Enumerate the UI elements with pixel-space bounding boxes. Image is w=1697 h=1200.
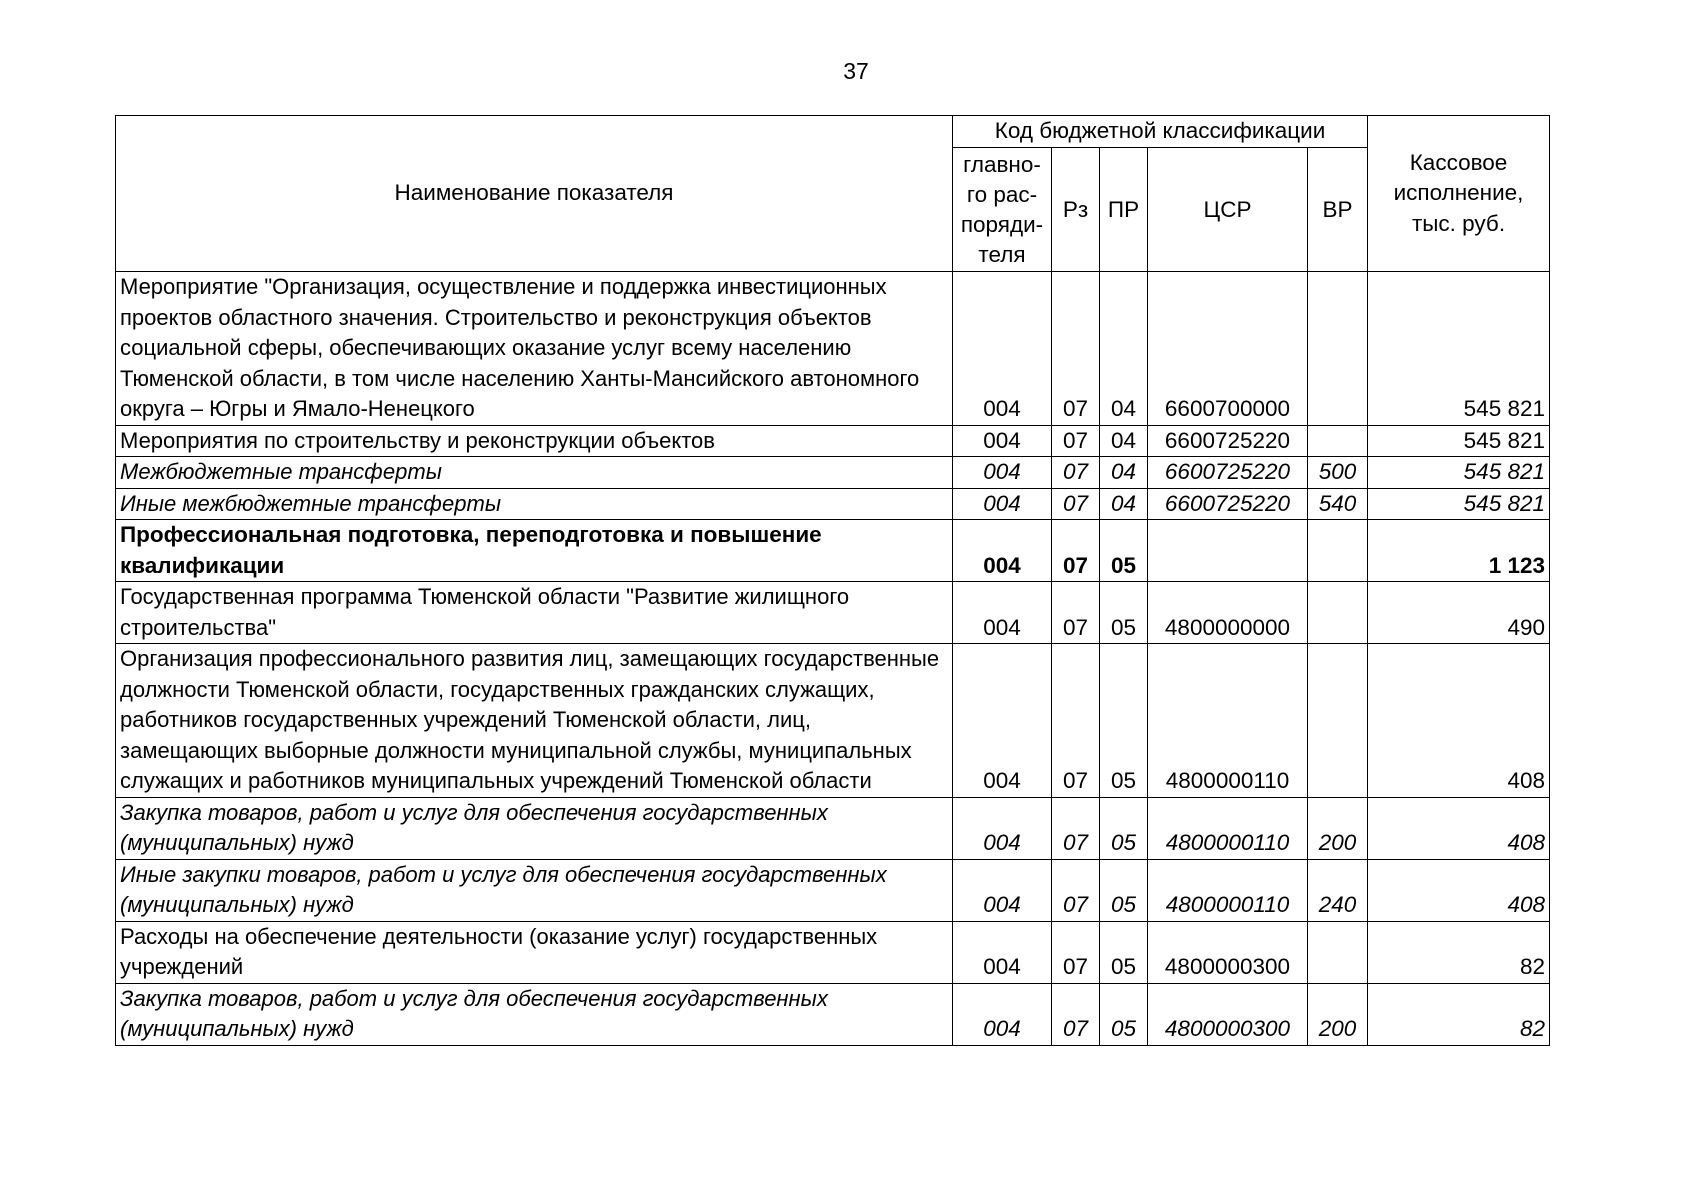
cell-subsection-code: 05 bbox=[1100, 983, 1148, 1045]
cell-section-code: 07 bbox=[1052, 859, 1100, 921]
cell-section-code: 07 bbox=[1052, 582, 1100, 644]
cell-chief-administrator-code: 004 bbox=[953, 272, 1052, 426]
cell-subsection-code: 05 bbox=[1100, 582, 1148, 644]
cell-section-code: 07 bbox=[1052, 425, 1100, 457]
cell-target-article-code bbox=[1148, 520, 1308, 582]
header-budget-code-group: Код бюджетной классификации bbox=[953, 116, 1368, 148]
table-row bbox=[116, 425, 1550, 457]
cell-target-article-code: 6600725220 bbox=[1148, 457, 1308, 489]
cell-expense-type-code: 540 bbox=[1308, 488, 1368, 520]
cell-cash-execution: 408 bbox=[1368, 859, 1550, 921]
cell-chief-administrator-code: 004 bbox=[953, 520, 1052, 582]
cell-indicator-name: Мероприятия по строительству и реконструкции объектов bbox=[116, 425, 953, 457]
cell-subsection-code: 04 bbox=[1100, 488, 1148, 520]
table-row bbox=[116, 488, 1550, 520]
cell-indicator-name: Организация профессионального развития лиц, замещающих государственные должности Тюменской области, государственных гражданских служащих, работников государственных учреждений Тюменской области, лиц, замещающих выборные должности муниципальной службы, муниципальных служащих и работников муниципальных учреждений Тюменской области bbox=[116, 644, 953, 798]
cell-chief-administrator-code: 004 bbox=[953, 797, 1052, 859]
cell-section-code: 07 bbox=[1052, 983, 1100, 1045]
cell-target-article-code: 6600725220 bbox=[1148, 488, 1308, 520]
cell-subsection-code: 04 bbox=[1100, 272, 1148, 426]
cell-expense-type-code: 240 bbox=[1308, 859, 1368, 921]
cell-subsection-code: 05 bbox=[1100, 797, 1148, 859]
cell-expense-type-code bbox=[1308, 921, 1368, 983]
cell-expense-type-code bbox=[1308, 644, 1368, 798]
header-expense-type: ВР bbox=[1308, 148, 1368, 272]
cell-section-code: 07 bbox=[1052, 797, 1100, 859]
cell-chief-administrator-code: 004 bbox=[953, 582, 1052, 644]
cell-chief-administrator-code: 004 bbox=[953, 457, 1052, 489]
cell-target-article-code: 4800000110 bbox=[1148, 797, 1308, 859]
cell-indicator-name: Закупка товаров, работ и услуг для обеспечения государственных (муниципальных) нужд bbox=[116, 983, 953, 1045]
table-row bbox=[116, 272, 1550, 426]
cell-indicator-name: Мероприятие "Организация, осуществление и поддержка инвестиционных проектов областного значения. Строительство и реконструкция объектов социальной сферы, обеспечивающих оказание услуг всему населению Тюменской области, в том числе населению Ханты-Мансийского автономного округа – Югры и Ямало-Ненецкого bbox=[116, 272, 953, 426]
cell-indicator-name: Государственная программа Тюменской области "Развитие жилищного строительства" bbox=[116, 582, 953, 644]
header-subsection: ПР bbox=[1100, 148, 1148, 272]
cell-expense-type-code bbox=[1308, 425, 1368, 457]
cell-section-code: 07 bbox=[1052, 488, 1100, 520]
cell-indicator-name: Закупка товаров, работ и услуг для обеспечения государственных (муниципальных) нужд bbox=[116, 797, 953, 859]
cell-section-code: 07 bbox=[1052, 921, 1100, 983]
cell-indicator-name: Межбюджетные трансферты bbox=[116, 457, 953, 489]
page-number: 37 bbox=[843, 58, 869, 84]
header-target-article: ЦСР bbox=[1148, 148, 1308, 272]
cell-cash-execution: 82 bbox=[1368, 921, 1550, 983]
cell-target-article-code: 6600725220 bbox=[1148, 425, 1308, 457]
table-body bbox=[116, 272, 1550, 1046]
cell-target-article-code: 4800000300 bbox=[1148, 921, 1308, 983]
header-indicator-name: Наименование показателя bbox=[116, 116, 953, 272]
cell-indicator-name: Расходы на обеспечение деятельности (оказание услуг) государственных учреждений bbox=[116, 921, 953, 983]
header-section: Рз bbox=[1052, 148, 1100, 272]
cell-cash-execution: 408 bbox=[1368, 644, 1550, 798]
cell-indicator-name: Профессиональная подготовка, переподготовка и повышение квалификации bbox=[116, 520, 953, 582]
header-cash-execution: Кассовое исполнение, тыс. руб. bbox=[1368, 116, 1550, 272]
cell-expense-type-code: 200 bbox=[1308, 797, 1368, 859]
cell-chief-administrator-code: 004 bbox=[953, 859, 1052, 921]
cell-cash-execution: 408 bbox=[1368, 797, 1550, 859]
cell-chief-administrator-code: 004 bbox=[953, 983, 1052, 1045]
cell-subsection-code: 04 bbox=[1100, 457, 1148, 489]
cell-expense-type-code bbox=[1308, 582, 1368, 644]
table-row bbox=[116, 983, 1550, 1045]
cell-expense-type-code bbox=[1308, 520, 1368, 582]
table-row bbox=[116, 797, 1550, 859]
cell-indicator-name: Иные закупки товаров, работ и услуг для обеспечения государственных (муниципальных) нужд bbox=[116, 859, 953, 921]
cell-expense-type-code: 500 bbox=[1308, 457, 1368, 489]
cell-expense-type-code: 200 bbox=[1308, 983, 1368, 1045]
cell-cash-execution: 1 123 bbox=[1368, 520, 1550, 582]
cell-subsection-code: 05 bbox=[1100, 644, 1148, 798]
cell-cash-execution: 545 821 bbox=[1368, 425, 1550, 457]
cell-chief-administrator-code: 004 bbox=[953, 644, 1052, 798]
header-chief-administrator: главно-го рас-поряди-теля bbox=[953, 148, 1052, 272]
cell-cash-execution: 490 bbox=[1368, 582, 1550, 644]
table-row bbox=[116, 921, 1550, 983]
cell-indicator-name: Иные межбюджетные трансферты bbox=[116, 488, 953, 520]
cell-section-code: 07 bbox=[1052, 457, 1100, 489]
cell-cash-execution: 545 821 bbox=[1368, 457, 1550, 489]
cell-target-article-code: 4800000000 bbox=[1148, 582, 1308, 644]
table-row bbox=[116, 644, 1550, 798]
cell-target-article-code: 4800000300 bbox=[1148, 983, 1308, 1045]
cell-cash-execution: 82 bbox=[1368, 983, 1550, 1045]
cell-section-code: 07 bbox=[1052, 272, 1100, 426]
cell-chief-administrator-code: 004 bbox=[953, 488, 1052, 520]
cell-subsection-code: 04 bbox=[1100, 425, 1148, 457]
table-row bbox=[116, 520, 1550, 582]
cell-cash-execution: 545 821 bbox=[1368, 272, 1550, 426]
cell-section-code: 07 bbox=[1052, 520, 1100, 582]
table-row bbox=[116, 582, 1550, 644]
cell-chief-administrator-code: 004 bbox=[953, 425, 1052, 457]
cell-chief-administrator-code: 004 bbox=[953, 921, 1052, 983]
cell-cash-execution: 545 821 bbox=[1368, 488, 1550, 520]
cell-subsection-code: 05 bbox=[1100, 520, 1148, 582]
table-row bbox=[116, 859, 1550, 921]
cell-target-article-code: 4800000110 bbox=[1148, 859, 1308, 921]
cell-expense-type-code bbox=[1308, 272, 1368, 426]
cell-subsection-code: 05 bbox=[1100, 921, 1148, 983]
cell-subsection-code: 05 bbox=[1100, 859, 1148, 921]
cell-target-article-code: 4800000110 bbox=[1148, 644, 1308, 798]
budget-execution-table bbox=[115, 115, 1550, 1046]
table-row bbox=[116, 457, 1550, 489]
cell-section-code: 07 bbox=[1052, 644, 1100, 798]
cell-target-article-code: 6600700000 bbox=[1148, 272, 1308, 426]
